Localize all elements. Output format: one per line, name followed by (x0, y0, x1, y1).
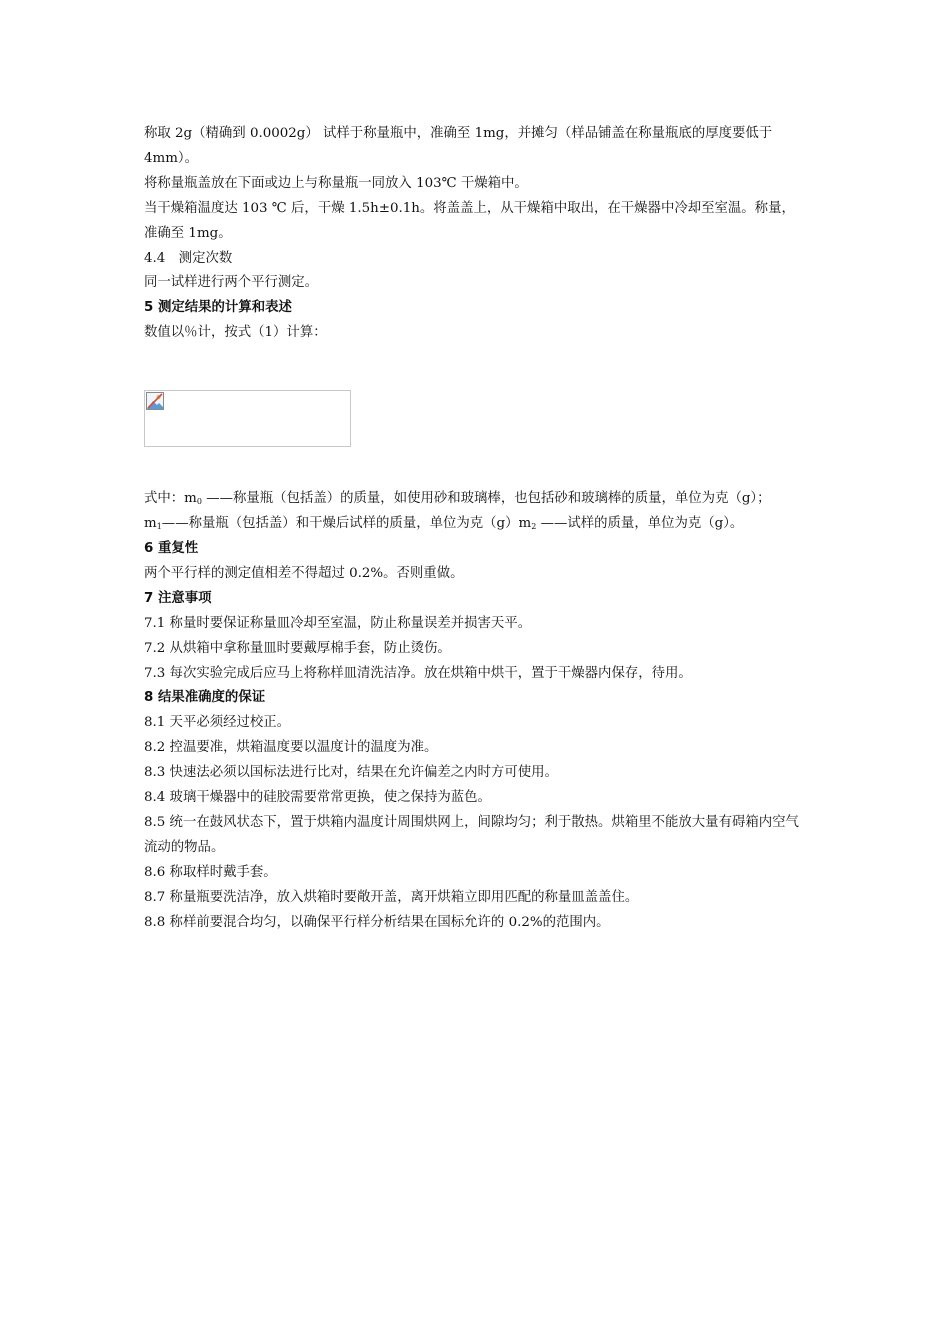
subheading-4-4: 4.4 测定次数 (144, 250, 233, 266)
paragraph-variable-m1-m2 (144, 512, 808, 537)
list-item: 8.3 快速法必须以国标法进行比对，结果在允许偏差之内时方可使用。 (144, 765, 558, 781)
subscript-2: 2 (531, 522, 537, 532)
document-body (144, 122, 808, 935)
heading-section-5: 5 测定结果的计算和表述 (144, 300, 292, 316)
variable-m2-definition: ——试样的质量，单位为克（g）。 (536, 516, 744, 532)
list-item: 8.1 天平必须经过校正。 (144, 715, 291, 731)
list-item: 8.6 称取样时戴手套。 (144, 864, 277, 880)
paragraph-weigh-sample: 称取 2g（精确到 0.0002g） 试样于称量瓶中，准确至 1mg，并摊匀（样品铺盖在称量瓶底的厚度要低于 4mm）。 (144, 126, 773, 166)
subscript-0: 0 (196, 497, 202, 507)
subscript-1: 1 (156, 522, 162, 532)
paragraph-drying: 当干燥箱温度达 103 ℃ 后，干燥 1.5h±0.1h。将盖盖上，从干燥箱中取出，在干燥器中冷却至室温。称量，准确至 1mg。 (144, 200, 795, 241)
paragraph-variable-m0 (144, 487, 808, 512)
broken-image-icon (146, 392, 164, 410)
heading-section-6: 6 重复性 (144, 540, 199, 556)
list-item: 7.1 称量时要保证称量皿冷却至室温，防止称量误差并损害天平。 (144, 615, 532, 631)
paragraph-formula-intro: 数值以％计，按式（1）计算： (144, 325, 327, 341)
list-item: 7.3 每次实验完成后应马上将称样皿清洗洁净。放在烘箱中烘干，置于干燥器内保存，待用。 (144, 665, 692, 681)
variable-lead: 式中：m (144, 491, 197, 507)
list-item: 8.7 称量瓶要洗洁净，放入烘箱时要敞开盖，离开烘箱立即用匹配的称量皿盖盖住。 (144, 889, 639, 905)
variable-m1-symbol: m (144, 516, 157, 532)
list-item: 7.2 从烘箱中拿称量皿时要戴厚棉手套，防止烫伤。 (144, 640, 451, 656)
variable-m0-definition: ——称量瓶（包括盖）的质量，如使用砂和玻璃棒，也包括砂和玻璃棒的质量，单位为克（g）； (201, 491, 771, 507)
list-item: 8.8 称样前要混合均匀，以确保平行样分析结果在国标允许的 0.2%的范围内。 (144, 914, 610, 930)
paragraph-parallel-tests: 同一试样进行两个平行测定。 (144, 275, 319, 291)
heading-section-7: 7 注意事项 (144, 590, 212, 606)
paragraph-repeatability: 两个平行样的测定值相差不得超过 0.2%。否则重做。 (144, 565, 464, 581)
list-item: 8.2 控温要准，烘箱温度要以温度计的温度为准。 (144, 740, 438, 756)
list-item: 8.5 统一在鼓风状态下，置于烘箱内温度计周围烘网上，间隙均匀；利于散热。烘箱里不能放大量有碍箱内空气流动的物品。 (144, 814, 799, 855)
heading-section-8: 8 结果准确度的保证 (144, 690, 266, 706)
formula-spacer-top (144, 346, 808, 390)
formula-spacer-bottom (144, 447, 808, 487)
variable-m1-definition: ——称量瓶（包括盖）和干燥后试样的质量，单位为克（g）m (161, 516, 532, 532)
formula-image (144, 390, 351, 447)
list-item: 8.4 玻璃干燥器中的硅胶需要常常更换，使之保持为蓝色。 (144, 790, 491, 806)
paragraph-place-bottle: 将称量瓶盖放在下面或边上与称量瓶一同放入 103℃ 干燥箱中。 (144, 175, 528, 191)
